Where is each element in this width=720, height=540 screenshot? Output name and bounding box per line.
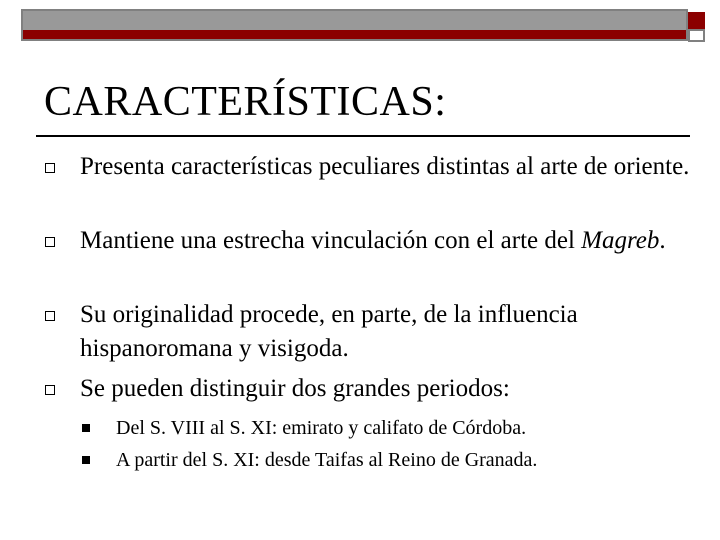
top-gray-band: [23, 11, 686, 30]
hollow-square-bullet-icon: [45, 237, 55, 247]
filled-square-bullet-icon: [82, 456, 90, 464]
bullet-text: Presenta características peculiares distintas al arte de oriente.: [80, 153, 690, 180]
hollow-square-bullet-icon: [45, 163, 55, 173]
hollow-square-bullet-icon: [45, 385, 55, 395]
bullet-text: Su originalidad procede, en parte, de la influencia hispanoromana y visigoda.: [80, 301, 578, 362]
corner-square-filled: [688, 12, 705, 29]
top-dark-band: [23, 30, 686, 39]
bullet-text: Se pueden distinguir dos grandes periodos:: [80, 375, 510, 402]
filled-square-bullet-icon: [82, 424, 90, 432]
corner-square-outline: [688, 29, 705, 42]
title-divider: [36, 135, 690, 137]
sub-bullet-text: Del S. VIII al S. XI: emirato y califato de Córdoba.: [116, 417, 527, 439]
slide-title: CARACTERÍSTICAS:: [44, 79, 447, 125]
sub-bullet-text: A partir del S. XI: desde Taifas al Reino de Granada.: [116, 449, 538, 471]
bullet-text: Mantiene una estrecha vinculación con el arte del Magreb.: [80, 227, 666, 254]
hollow-square-bullet-icon: [45, 311, 55, 321]
